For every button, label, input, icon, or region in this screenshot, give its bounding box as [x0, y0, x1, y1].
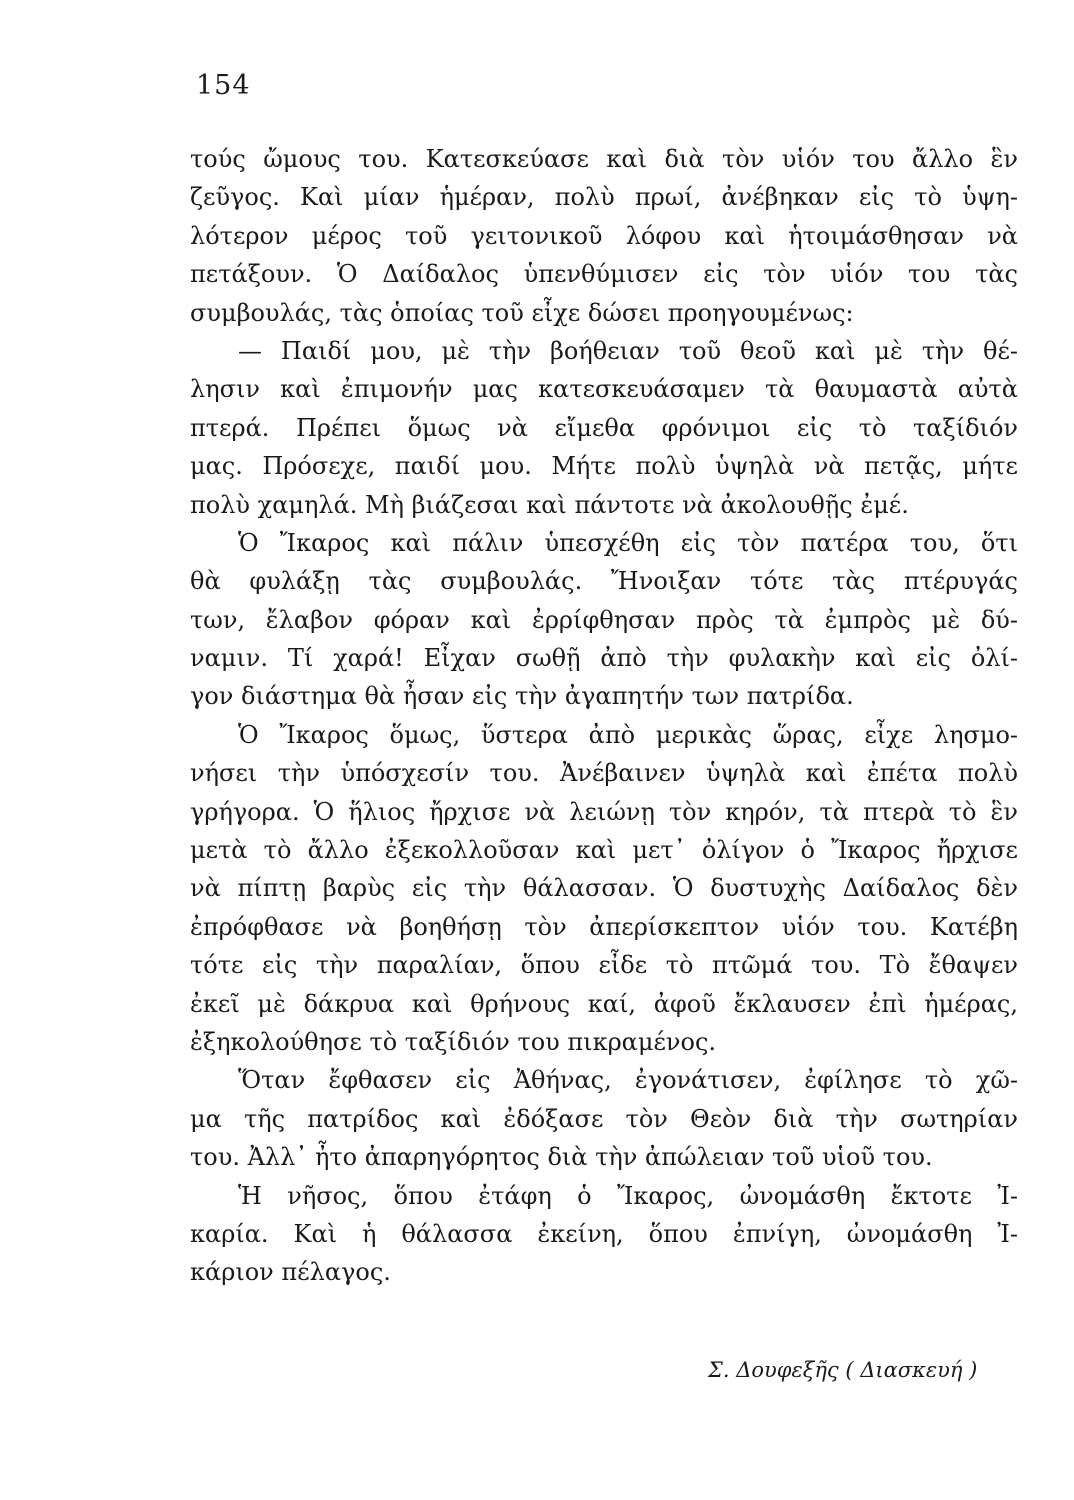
text-line: καρία. Καὶ ἡ θάλασσα ἐκείνη, ὅπου ἐπνίγη, ὠνομάσθη Ἰ- [190, 1219, 1018, 1248]
text-line: λησιν καὶ ἐπιμονήν μας κατεσκευάσαμεν τὰ θαυμαστὰ αὐτὰ [190, 375, 1018, 404]
page-number: 154 [196, 70, 251, 101]
text-line: πολὺ χαμηλά. Μὴ βιάζεσαι καὶ πάντοτε νὰ ἀκολουθῇς ἐμέ. [190, 490, 909, 519]
author-attribution: Σ. Δουφεξῆς ( Διασκευή ) [708, 1358, 978, 1382]
text-line: ἐξηκολούθησε τὸ ταξίδιόν του πικραμένος. [190, 1027, 717, 1056]
text-line: λότερον μέρος τοῦ γειτονικοῦ λόφου καὶ ἡτοιμάσθησαν νὰ [190, 221, 1018, 250]
text-line: γρήγορα. Ὁ ἥλιος ἤρχισε νὰ λειώνῃ τὸν κηρόν, τὰ πτερὰ τὸ ἓν [190, 797, 1018, 826]
story-text [190, 140, 1018, 1292]
text-line: κάριον πέλαγος. [190, 1258, 391, 1287]
text-line: ἐπρόφθασε νὰ βοηθήσῃ τὸν ἀπερίσκεπτον υἱόν του. Κατέβη [190, 912, 1018, 941]
text-line: πετάξουν. Ὁ Δαίδαλος ὑπενθύμισεν εἰς τὸν υἱόν του τὰς [190, 260, 1018, 289]
text-line: νήσει τὴν ὑπόσχεσίν του. Ἀνέβαινεν ὑψηλὰ καὶ ἐπέτα πολὺ [190, 759, 1018, 788]
text-line: μας. Πρόσεχε, παιδί μου. Μήτε πολὺ ὑψηλὰ νὰ πετᾷς, μήτε [190, 452, 1018, 481]
text-line: γον διάστημα θὰ ἦσαν εἰς τὴν ἀγαπητήν των πατρίδα. [190, 682, 854, 711]
text-line: του. Ἀλλ᾽ ἦτο ἀπαρηγόρητος διὰ τὴν ἀπώλειαν τοῦ υἱοῦ του. [190, 1143, 933, 1172]
text-line: των, ἔλαβον φόραν καὶ ἐρρίφθησαν πρὸς τὰ ἐμπρὸς μὲ δύ- [190, 605, 1018, 634]
text-line: τούς ὤμους του. Κατεσκεύασε καὶ διὰ τὸν υἱόν του ἄλλο ἓν [190, 145, 1018, 173]
text-line: Ὁ Ἴκαρος καὶ πάλιν ὑπεσχέθη εἰς τὸν πατέρα του, ὅτι [238, 528, 1018, 557]
text-line: θὰ φυλάξῃ τὰς συμβουλάς. Ἤνοιξαν τότε τὰς πτέρυγάς [190, 567, 1018, 596]
text-line: συμβουλάς, τὰς ὁποίας τοῦ εἶχε δώσει προηγουμένως: [190, 298, 854, 327]
text-line: Ὁ Ἴκαρος ὅμως, ὕστερα ἀπὸ μερικὰς ὥρας, εἶχε λησμο- [238, 720, 1018, 749]
text-line: νὰ πίπτῃ βαρὺς εἰς τὴν θάλασσαν. Ὁ δυστυχὴς Δαίδαλος δὲν [190, 874, 1018, 903]
text-line: ναμιν. Τί χαρά! Εἶχαν σωθῇ ἀπὸ τὴν φυλακὴν καὶ εἰς ὀλί- [190, 644, 1018, 673]
text-line: Ὅταν ἔφθασεν εἰς Ἀθήνας, ἐγονάτισεν, ἐφίλησε τὸ χῶ- [238, 1066, 1018, 1095]
text-line: μα τῆς πατρίδος καὶ ἐδόξασε τὸν Θεὸν διὰ τὴν σωτηρίαν [190, 1104, 1018, 1133]
text-line: — Παιδί μου, μὲ τὴν βοήθειαν τοῦ θεοῦ καὶ μὲ τὴν θέ- [238, 336, 1018, 365]
text-line: πτερά. Πρέπει ὅμως νὰ εἴμεθα φρόνιμοι εἰς τὸ ταξίδιόν [190, 413, 1018, 442]
text-line: ἐκεῖ μὲ δάκρυα καὶ θρήνους καί, ἀφοῦ ἔκλαυσεν ἐπὶ ἡμέρας, [190, 989, 1018, 1018]
text-line: μετὰ τὸ ἄλλο ἐξεκολλοῦσαν καὶ μετ᾽ ὀλίγον ὁ Ἴκαρος ἤρχισε [190, 836, 1018, 865]
text-line: τότε εἰς τὴν παραλίαν, ὅπου εἶδε τὸ πτῶμά του. Τὸ ἔθαψεν [190, 951, 1018, 980]
text-line: Ἡ νῆσος, ὅπου ἐτάφη ὁ Ἴκαρος, ὠνομάσθη ἔκτοτε Ἰ- [238, 1181, 1018, 1210]
text-line: ζεῦγος. Καὶ μίαν ἡμέραν, πολὺ πρωί, ἀνέβηκαν εἰς τὸ ὑψη- [190, 183, 1018, 212]
